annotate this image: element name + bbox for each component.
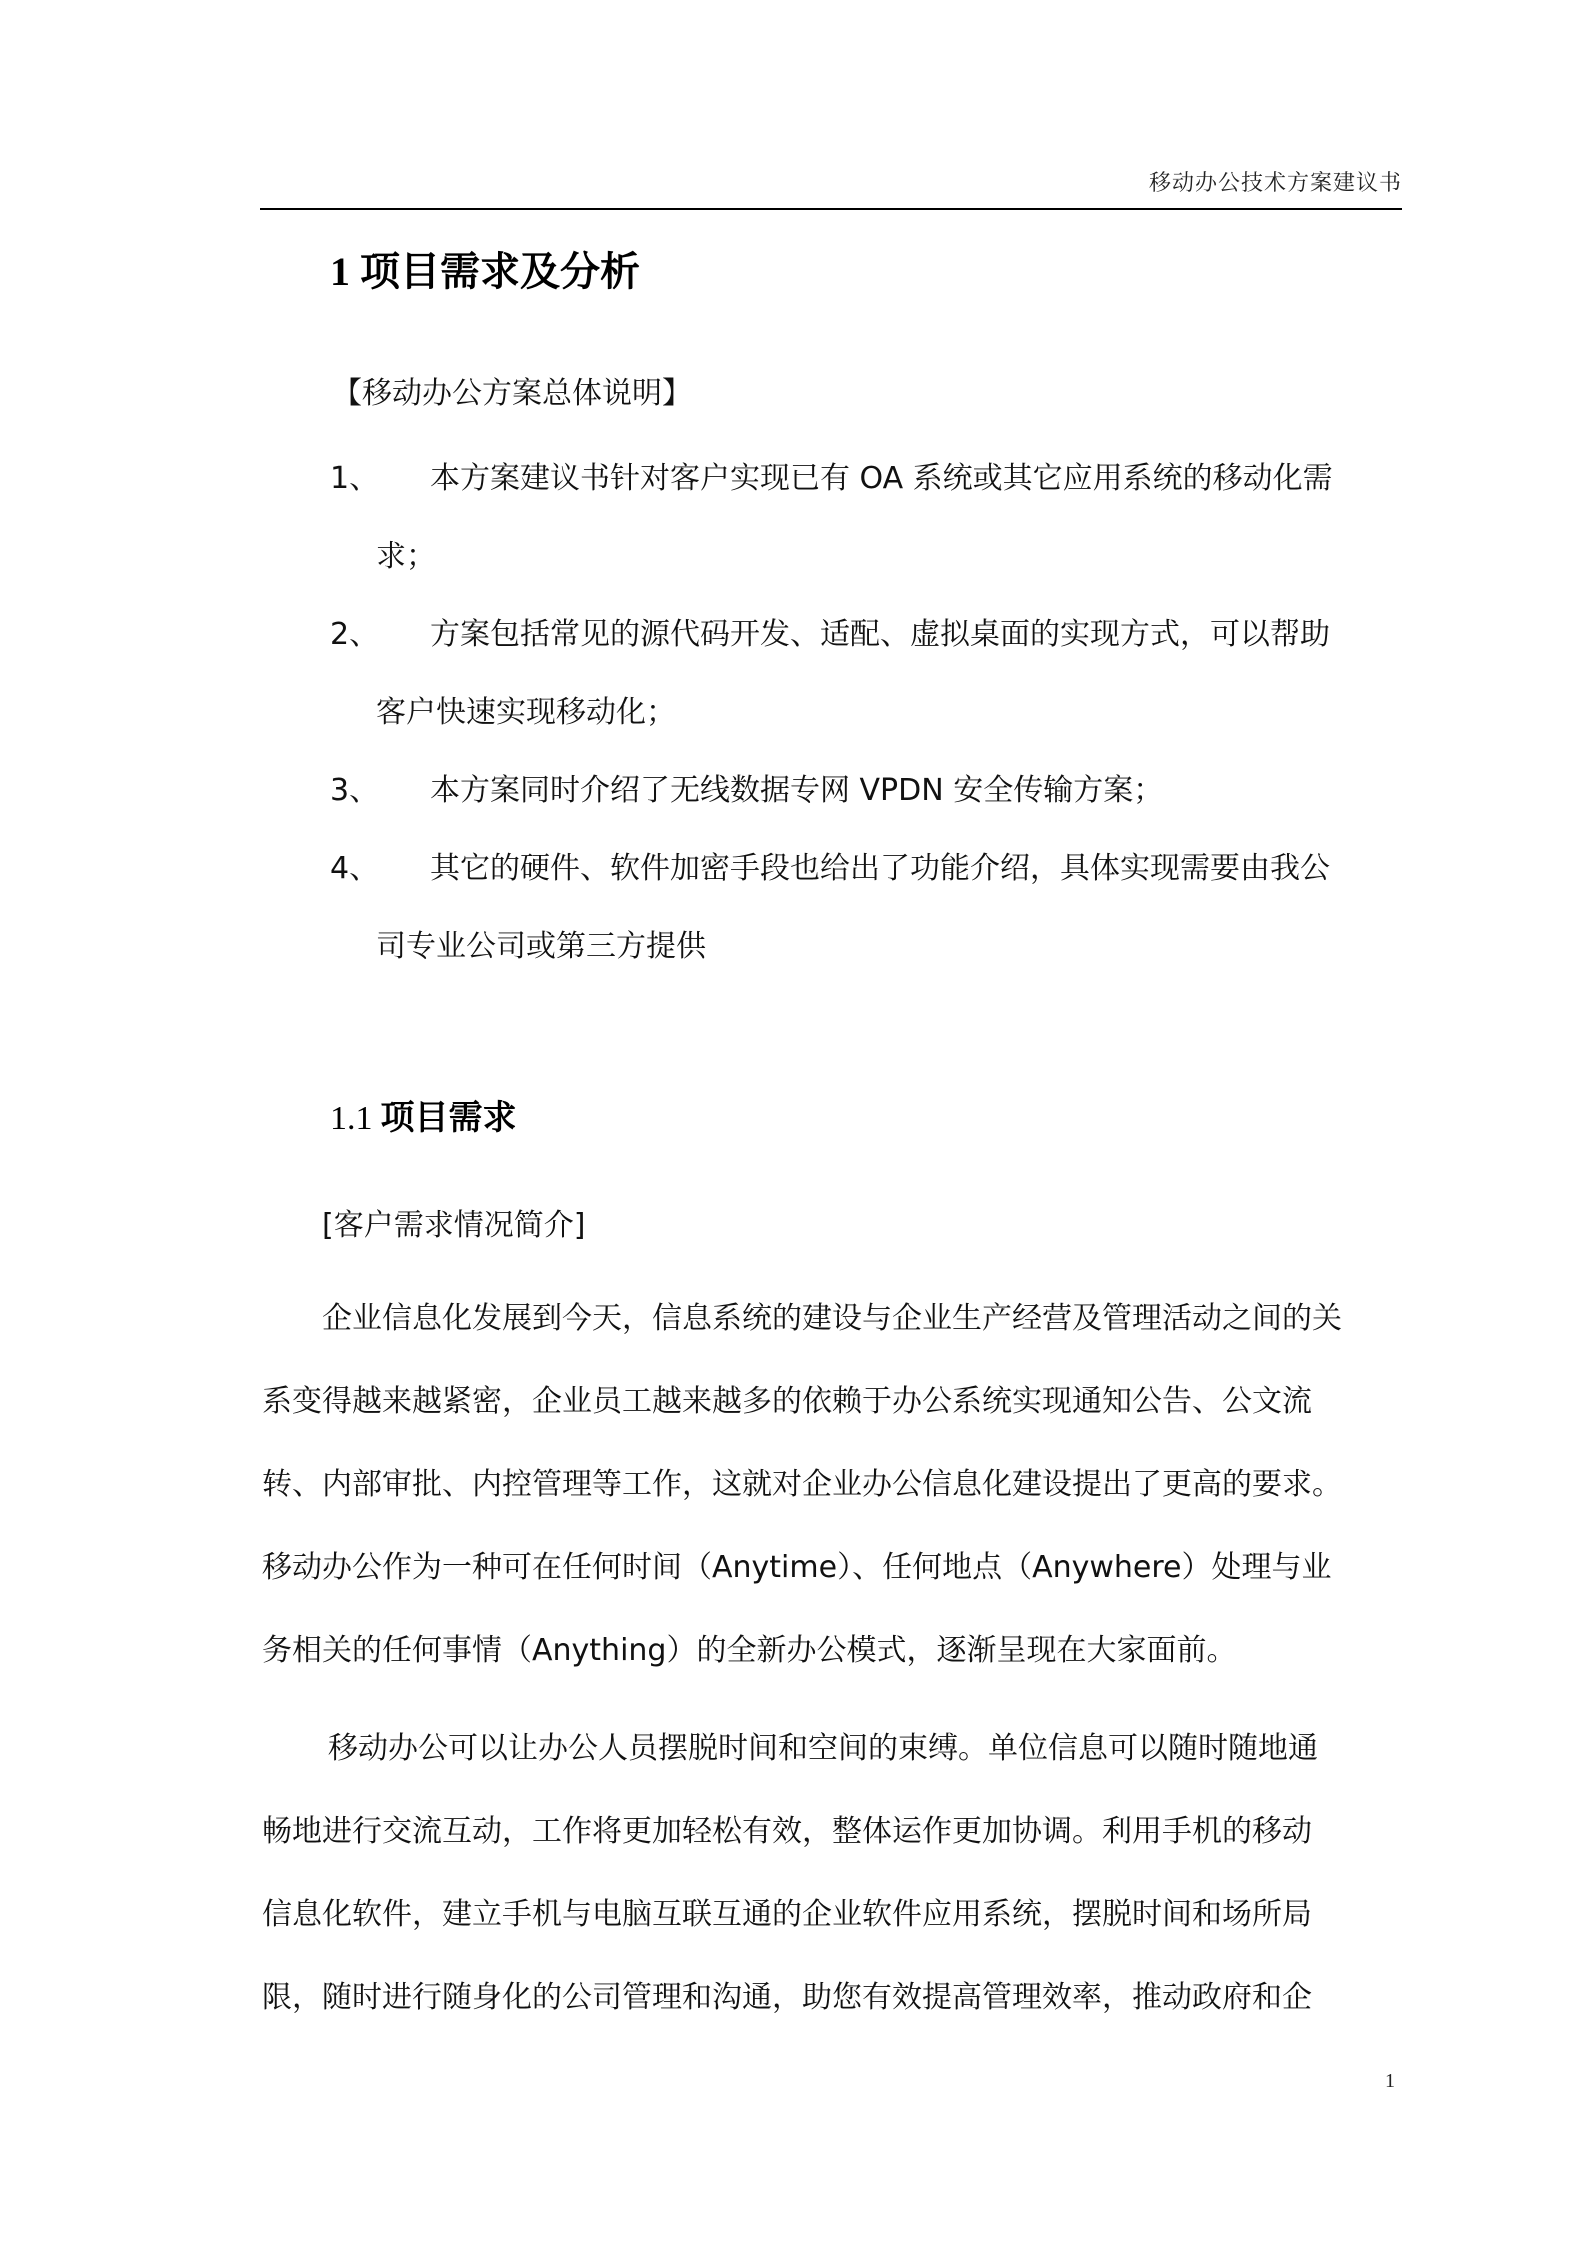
list-text-continued: 客户快速实现移动化； [376,695,676,730]
paragraph-line: 移动办公可以让办公人员摆脱时间和空间的束缚。单位信息可以随时随地通 [328,1731,1318,1766]
list-text-continued: 司专业公司或第三方提供 [376,929,706,964]
paragraph-line: 限，随时进行随身化的公司管理和沟通，助您有效提高管理效率，推动政府和企 [262,1980,1312,2015]
paragraph-line: 系变得越来越紧密，企业员工越来越多的依赖于办公系统实现通知公告、公文流 [262,1384,1312,1419]
paragraph-line: 务相关的任何事情（Anything）的全新办公模式，逐渐呈现在大家面前。 [262,1633,1237,1668]
heading-level-1 [330,240,640,297]
paragraph [262,1277,1402,1692]
list-item [330,596,1402,752]
list-marker: 3、 [330,773,380,808]
list-text: 方案包括常见的源代码开发、适配、虚拟桌面的实现方式，可以帮助 [430,617,1330,652]
list-marker: 4、 [330,851,380,886]
running-header: 移动办公技术方案建议书 [1148,171,1402,196]
heading-number: 1.1 [330,1100,373,1137]
list-text-continued: 求； [376,539,436,574]
paragraph-line: 移动办公作为一种可在任何时间（Anytime）、任何地点（Anywhere）处理与业 [262,1550,1332,1585]
list-marker: 2、 [330,617,380,652]
list-item [330,830,1402,986]
header-divider [260,208,1402,210]
customer-label: [客户需求情况简介] [322,1208,586,1243]
heading-level-2 [330,1090,517,1139]
list-text: 其它的硬件、软件加密手段也给出了功能介绍，具体实现需要由我公 [430,851,1330,886]
list-item [330,440,1402,596]
list-text: 本方案建议书针对客户实现已有 OA 系统或其它应用系统的移动化需 [430,461,1333,496]
paragraph-line: 信息化软件，建立手机与电脑互联互通的企业软件应用系统，摆脱时间和场所局 [262,1897,1312,1932]
list-item [330,752,1402,830]
heading-text: 项目需求 [380,1098,517,1138]
paragraph [262,1707,1402,2039]
page-number: 1 [1385,2070,1395,2092]
heading-number: 1 [330,249,350,294]
overview-label: 【移动办公方案总体说明】 [332,376,692,411]
heading-text: 项目需求及分析 [360,249,640,295]
paragraph-line: 企业信息化发展到今天，信息系统的建设与企业生产经营及管理活动之间的关 [322,1301,1342,1336]
paragraph-line: 转、内部审批、内控管理等工作，这就对企业办公信息化建设提出了更高的要求。 [262,1467,1342,1502]
list-marker: 1、 [330,461,380,496]
paragraph-line: 畅地进行交流互动，工作将更加轻松有效，整体运作更加协调。利用手机的移动 [262,1814,1312,1849]
list-text: 本方案同时介绍了无线数据专网 VPDN 安全传输方案； [430,773,1164,808]
